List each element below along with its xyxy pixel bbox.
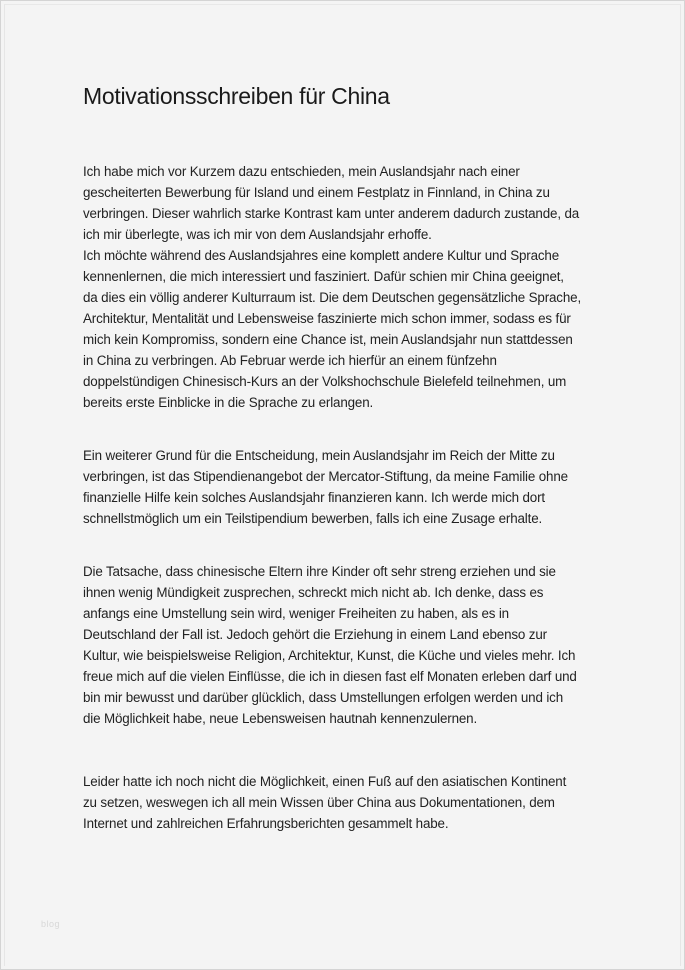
text-line: Deutschland der Fall ist. Jedoch gehört die Erziehung in einem Land ebenso zur [83,627,547,642]
text-line: ihnen wenig Mündigkeit zusprechen, schreckt mich nicht ab. Ich denke, dass es [83,585,544,600]
text-line: finanzielle Hilfe kein solches Auslandsjahr finanzieren kann. Ich werde mich dort [83,490,545,505]
text-line: Internet und zahlreichen Erfahrungsberichten gesammelt habe. [83,816,449,831]
text-line: Kultur, wie beispielsweise Religion, Architektur, Kunst, die Küche und vieles mehr. Ich [83,648,576,663]
text-line: verbringen, ist das Stipendienangebot der Mercator-Stiftung, da meine Familie ohne [83,469,568,484]
text-line: bin mir bewusst und darüber glücklich, dass Umstellungen erfolgen werden und ich [83,690,564,705]
document-title: Motivationsschreiben für China [83,83,390,109]
text-line: ich mir überlegte, was ich mir von dem Auslandsjahr erhoffe. [83,227,432,242]
text-line: Ein weiterer Grund für die Entscheidung, mein Auslandsjahr im Reich der Mitte zu [83,448,555,463]
text-line: bereits erste Einblicke in die Sprache zu erlangen. [83,395,374,410]
text-line: Ich habe mich vor Kurzem dazu entschieden, mein Auslandsjahr nach einer [83,164,520,179]
text-line: verbringen. Dieser wahrlich starke Kontrast kam unter anderem dadurch zustande, da [83,206,580,221]
text-line: doppelstündigen Chinesisch-Kurs an der Volkshochschule Bielefeld teilnehmen, um [83,374,567,389]
text-line: schnellstmöglich um ein Teilstipendium bewerben, falls ich eine Zusage erhalte. [83,511,543,526]
paragraph-1 [83,161,581,413]
text-line: zu setzen, weswegen ich all mein Wissen über China aus Dokumentationen, dem [83,795,555,810]
text-line: anfangs eine Umstellung sein wird, weniger Freiheiten zu haben, als es in [83,606,509,621]
paragraph-4 [83,771,566,834]
paragraph-2 [83,445,568,529]
text-line: Architektur, Mentalität und Lebensweise faszinierte mich schon immer, sodass es für [83,311,571,326]
paragraph-3 [83,561,577,729]
text-line: die Möglichkeit habe, neue Lebensweisen hautnah kennenzulernen. [83,711,478,726]
text-line: Ich möchte während des Auslandsjahres eine komplett andere Kultur und Sprache [83,248,560,263]
text-line: Leider hatte ich noch nicht die Möglichkeit, einen Fuß auf den asiatischen Kontinent [83,774,567,789]
watermark: blog [41,919,61,929]
text-line: da dies ein völlig anderer Kulturraum ist. Die dem Deutschen gegensätzliche Sprache, [83,290,582,305]
text-line: mich kein Kompromiss, sondern eine Chance ist, mein Auslandsjahr nun stattdessen [83,332,573,347]
text-line: in China zu verbringen. Ab Februar werde ich hierfür an einem fünfzehn [83,353,497,368]
text-line: kennenlernen, die mich interessiert und fasziniert. Dafür schien mir China geeignet, [83,269,564,284]
text-line: Die Tatsache, dass chinesische Eltern ihre Kinder oft sehr streng erziehen und sie [83,564,556,579]
text-line: freue mich auf die vielen Einflüsse, die ich in diesen fast elf Monaten erleben darf und [83,669,577,684]
text-line: gescheiterten Bewerbung für Island und einem Festplatz in Finnland, in China zu [83,185,550,200]
